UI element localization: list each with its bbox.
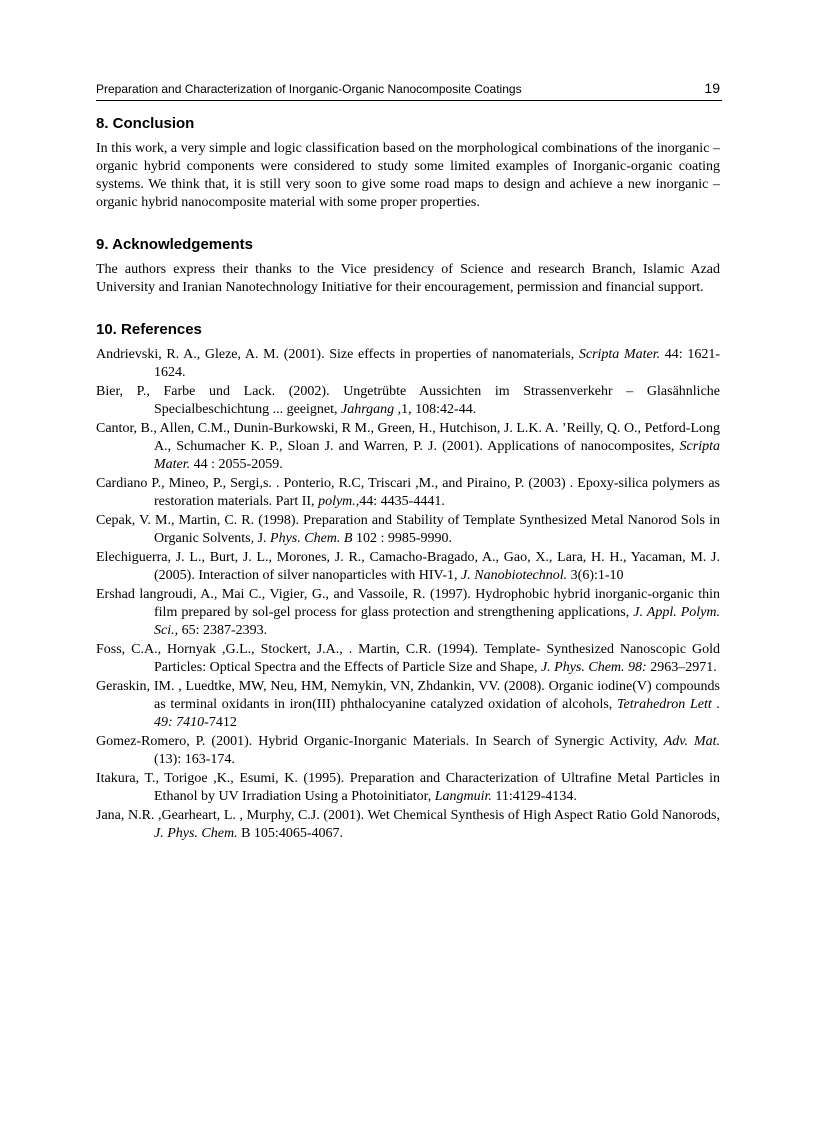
main-content	[96, 115, 720, 867]
reference-item: Andrievski, R. A., Gleze, A. M. (2001). Size effects in properties of nanomaterials, Scripta Mater. 44: 1621-1624.	[96, 347, 720, 380]
section-paragraph: In this work, a very simple and logic classification based on the morphological combinations of the inorganic –organic hybrid components were considered to study some limited examples of Inorganic-organic coating systems. We think that, it is still very soon to give some road maps to design and achieve a new inorganic –organic hybrid nanocomposite material with some proper properties.	[96, 141, 720, 210]
running-title: Preparation and Characterization of Inorganic-Organic Nanocomposite Coatings	[96, 82, 522, 96]
section-acknowledgements	[96, 236, 720, 297]
reference-item: Foss, C.A., Hornyak ,G.L., Stockert, J.A., . Martin, C.R. (1994). Template- Synthesized Nanoscopic Gold Particles: Optical Spectra and the Effects of Particle Size and Shape, J. Phys. Chem. 98: 2963–2971.	[96, 642, 720, 675]
reference-item: Gomez-Romero, P. (2001). Hybrid Organic-Inorganic Materials. In Search of Synergic Activity, Adv. Mat. (13): 163-174.	[96, 734, 720, 767]
page-number: 19	[704, 80, 720, 96]
section-heading: 8. Conclusion	[96, 115, 195, 132]
reference-item: Ershad langroudi, A., Mai C., Vigier, G., and Vassoile, R. (1997). Hydrophobic hybrid inorganic-organic thin film prepared by sol-gel process for glass protection and strengthening applications, J. Appl. Polym. Sci., 65: 2387-2393.	[96, 587, 720, 638]
section-conclusion	[96, 115, 720, 212]
section-heading: 9. Acknowledgements	[96, 236, 253, 253]
running-header	[96, 80, 722, 101]
reference-item: Cardiano P., Mineo, P., Sergi,s. . Ponterio, R.C, Triscari ,M., and Piraino, P. (2003) . Epoxy-silica polymers as restoration materials. Part II, polym.,44: 4435-4441.	[96, 476, 720, 509]
section-heading: 10. References	[96, 321, 202, 338]
reference-item: Cantor, B., Allen, C.M., Dunin-Burkowski, R M., Green, H., Hutchison, J. L.K. A. ’Reilly, Q. O., Petford-Long A., Schumacher K. P., Sloan J. and Warren, P. J. (2001). Applications of nanocomposites, Scripta Mater. 44 : 2055-2059.	[96, 421, 720, 472]
reference-item: Itakura, T., Torigoe ,K., Esumi, K. (1995). Preparation and Characterization of Ultrafine Metal Particles in Ethanol by UV Irradiation Using a Photoinitiator, Langmuir. 11:4129-4134.	[96, 771, 720, 804]
reference-item: Geraskin, IM. , Luedtke, MW, Neu, HM, Nemykin, VN, Zhdankin, VV. (2008). Organic iodine(V) compounds as terminal oxidants in iron(III) phthalocyanine catalyzed oxidation of alcohols, Tetrahedron Lett . 49: 7410-7412	[96, 679, 720, 730]
reference-item: Jana, N.R. ,Gearheart, L. , Murphy, C.J. (2001). Wet Chemical Synthesis of High Aspect Ratio Gold Nanorods, J. Phys. Chem. B 105:4065-4067.	[96, 808, 720, 841]
reference-item: Bier, P., Farbe und Lack. (2002). Ungetrübte Aussichten im Strassenverkehr – Glasähnliche Specialbeschichtung ... geeignet, Jahrgang ,1, 108:42-44.	[96, 384, 720, 417]
section-paragraph: The authors express their thanks to the Vice presidency of Science and research Branch, Islamic Azad University and Iranian Nanotechnology Initiative for their encouragement, permission and financial support.	[96, 262, 720, 295]
section-references	[96, 321, 720, 843]
reference-item: Elechiguerra, J. L., Burt, J. L., Morones, J. R., Camacho-Bragado, A., Gao, X., Lara, H. H., Yacaman, M. J. (2005). Interaction of silver nanoparticles with HIV-1, J. Nanobiotechnol. 3(6):1-10	[96, 550, 720, 583]
reference-item: Cepak, V. M., Martin, C. R. (1998). Preparation and Stability of Template Synthesized Metal Nanorod Sols in Organic Solvents, J. Phys. Chem. B 102 : 9985-9990.	[96, 513, 720, 546]
reference-list	[96, 346, 720, 843]
